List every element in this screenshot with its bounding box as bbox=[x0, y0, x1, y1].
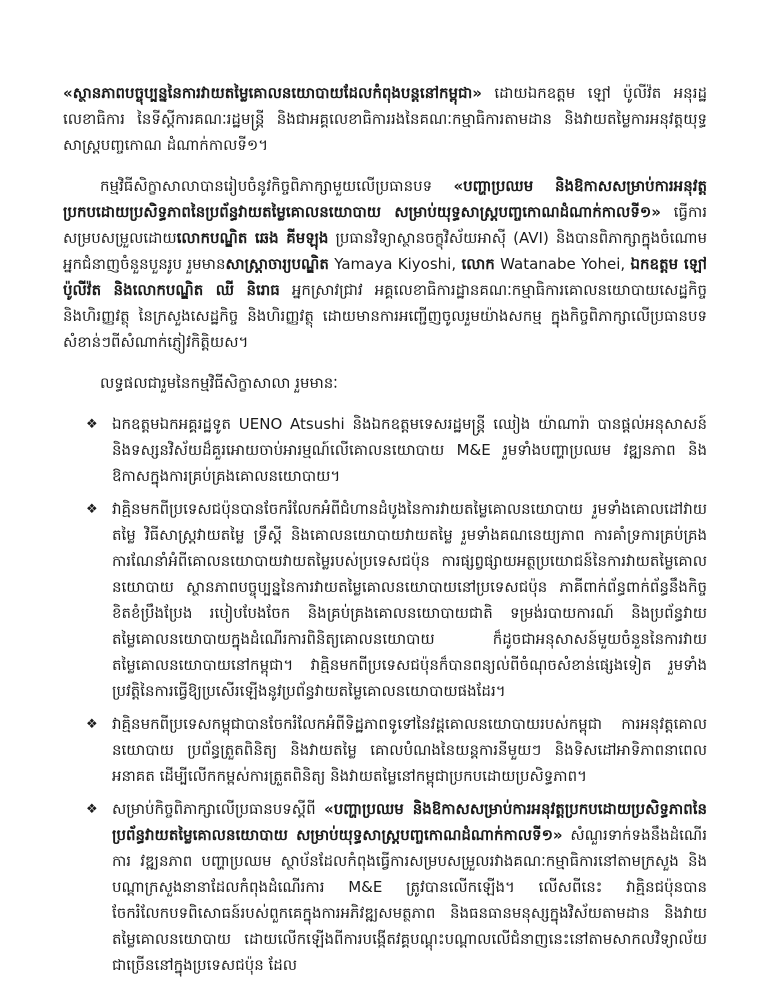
panelist-name-2: Watanabe Yohei, bbox=[494, 255, 631, 273]
list-item-4-text-b: សំណួរទាក់ទងនឹងដំណើរការ វឌ្ឍនភាព បញ្ហាប្រឈម ស្ថាប័នដែលកំពុងធ្វើការសម្របសម្រួលរវាងគណៈកម្មាធិការនៅតាមក្រសួង និងបណ្តាក្រសួងនានាដែលកំពុងដំណើរការ M&E ត្រូវបានលើកឡើង។ លើសពីនេះ វាគ្មិនជប៉ុនបានចែករំលែកបទពិសោធន៍របស់ពួកគេក្នុងការអភិវឌ្ឍសមត្ថភាព និងធនធានមនុស្សក្នុងវិស័យតាមដាន និងវាយតម្លៃគោលនយោបាយ ដោយលើកឡើងពីការបង្កើតវគ្គបណ្តុះបណ្តាលលើជំនាញនេះនៅតាមសាកលវិទ្យាល័យជាច្រើននៅក្នុងប្រទេសជប៉ុន ដែល bbox=[112, 826, 707, 974]
diamond-bullet-icon: ❖ bbox=[86, 417, 98, 432]
professor-title: សាស្ត្រាចារ្យបណ្ឌិត bbox=[225, 255, 329, 273]
paragraph-workshop bbox=[63, 173, 707, 355]
diamond-bullet-icon: ❖ bbox=[86, 502, 98, 517]
results-list bbox=[63, 411, 707, 978]
workshop-run-5: ប្រធានវិទ្យាស្ថានចក្ខុវិស័យអាស៊ី (AVI) និងបានពិភាក្សាក្នុងចំណោមអ្នកជំនាញចំនួនបួនរូប រួមមាន bbox=[63, 229, 707, 273]
results-intro: លទ្ធផលជារួមនៃកម្មវិធីសិក្ខាសាលា រួមមានៈ bbox=[100, 374, 338, 392]
moderator-name: លោកបណ្ឌិត ឆេង គីមឡុង bbox=[176, 229, 329, 247]
mister-title: លោក bbox=[461, 255, 495, 273]
paragraph-opening bbox=[63, 80, 707, 158]
list-item-4 bbox=[86, 796, 707, 978]
list-item-3-text: វាគ្មិនមកពីប្រទេសកម្ពុជាបានចែករំលែកអំពីទិដ្ឋភាពទូទៅនៃវដ្តគោលនយោបាយរបស់កម្ពុជា ការអនុវត្តគោលនយោបាយ ប្រព័ន្ធត្រួតពិនិត្យ និងវាយតម្លៃ គោលបំណងនៃយន្តការនីមួយៗ និងទិសដៅអាទិភាពនាពេលអនាគត ដើម្បីលើកកម្ពស់ការត្រួតពិនិត្យ និងវាយតម្លៃនៅកម្ពុជាប្រកបដោយប្រសិទ្ធភាព។ bbox=[112, 715, 707, 785]
list-item-3 bbox=[86, 711, 707, 789]
panelist-names-3-4: ឯកឧត្តម ឡៅ ប៉ូលីវ៉ត និងលោកបណ្ឌិត ឈី និរោធ bbox=[63, 255, 707, 299]
document-content bbox=[63, 80, 707, 985]
workshop-run-11: អ្នកស្រាវជ្រាវ អគ្គលេខាធិការដ្ឋានគណៈកម្មាធិការគោលនយោបាយសេដ្ឋកិច្ច និងហិរញ្ញវត្ថុ នៃក្រសួងសេដ្ឋកិច្ច និងហិរញ្ញវត្ថុ ដោយមានការអញ្ជើញចូលរួមយ៉ាងសកម្ម ក្នុងកិច្ចពិភាក្សាលើប្រធានបទសំខាន់ៗពីសំណាក់ភ្ញៀវកិត្តិយស។ bbox=[63, 281, 707, 351]
diamond-bullet-icon: ❖ bbox=[86, 802, 98, 817]
list-item-4-text-a: សម្រាប់កិច្ចពិភាក្សាលើប្រធានបទស្តីពី bbox=[112, 800, 325, 818]
list-item-2-text: វាគ្មិនមកពីប្រទេសជប៉ុនបានចែករំលែកអំពីជំហានដំបូងនៃការវាយតម្លៃគោលនយោបាយ រួមទាំងគោលដៅវាយតម្លៃ វិធីសាស្ត្រវាយតម្លៃ ទ្រឹស្តី និងគោលនយោបាយវាយតម្លៃ រួមទាំងគណនេយ្យភាព ការគាំទ្រការគ្រប់គ្រង ការណែនាំអំពីគោលនយោបាយវាយតម្លៃរបស់ប្រទេសជប៉ុន ការផ្សព្វផ្សាយអត្ថប្រយោជន៍នៃការវាយតម្លៃគោលនយោបាយ ស្ថានភាពបច្ចុប្បន្ននៃការវាយតម្លៃគោលនយោបាយនៅប្រទេសជប៉ុន ភាគីពាក់ព័ន្ធពាក់ព័ន្ធនឹងកិច្ចខិតខំប្រឹងប្រែង របៀបបែងចែក និងគ្រប់គ្រងគោលនយោបាយជាតិ ទម្រង់របាយការណ៍ និងប្រព័ន្ធវាយតម្លៃគោលនយោបាយក្នុងដំណើរការពិនិត្យគោលនយោបាយ ក៏ដូចជាអនុសាសន៍មួយចំនួននៃការវាយតម្លៃគោលនយោបាយនៅកម្ពុជា។ វាគ្មិនមកពីប្រទេសជប៉ុនក៏បានពន្យល់ពីចំណុចសំខាន់ផ្សេងទៀត រួមទាំងប្រវត្តិនៃការធ្វើឱ្យប្រសើរឡើងនូវប្រព័ន្ធវាយតម្លៃគោលនយោបាយផងដែរ។ bbox=[112, 500, 707, 700]
list-item-1-text: ឯកឧត្តមឯកអគ្គរដ្ឋទូត UENO Atsushi និងឯកឧត្តមទេសរដ្ឋមន្ត្រី ឈៀង យ៉ាណារ៉ា បានផ្តល់អនុសាសន៍ និងទស្សនវិស័យដ៏គួរអោយចាប់អារម្មណ៍លើគោលនយោបាយ M&E រួមទាំងបញ្ហាប្រឈម វឌ្ឍនភាព និងឱកាសក្នុងការគ្រប់គ្រងគោលនយោបាយ។ bbox=[112, 415, 707, 485]
workshop-run-1: កម្មវិធីសិក្ខាសាលាបានរៀបចំនូវកិច្ចពិភាក្សាមួយលើប្រធានបទ bbox=[100, 177, 454, 195]
workshop-topic-title: «បញ្ហាប្រឈម និងឱកាសសម្រាប់ការអនុវត្តប្រកបដោយប្រសិទ្ធភាពនៃប្រព័ន្ធវាយតម្លៃគោលនយោបាយ សម្រាប់យុទ្ធសាស្ត្របញ្ចកោណដំណាក់កាលទី១» bbox=[63, 177, 708, 221]
panelist-name-1: Yamaya Kiyoshi, bbox=[328, 255, 462, 273]
list-item-4-topic-title: «បញ្ហាប្រឈម និងឱកាសសម្រាប់ការអនុវត្តប្រកបដោយប្រសិទ្ធភាពនៃប្រព័ន្ធវាយតម្លៃគោលនយោបាយ សម្រាប់យុទ្ធសាស្ត្របញ្ចកោណដំណាក់កាលទី១» bbox=[112, 800, 707, 844]
opening-rest: ដោយឯកឧត្តម ឡៅ ប៉ូលីវ៉ត អនុរដ្ឋលេខាធិការ នៃទីស្តីការគណៈរដ្ឋមន្ត្រី និងជាអគ្គលេខាធិការរងនៃគណៈកម្មាធិការតាមដាន និងវាយតម្លៃការអនុវត្តយុទ្ធសាស្ត្របញ្ចកោណ ដំណាក់កាលទី១។ bbox=[63, 84, 707, 154]
opening-title: «ស្ថានភាពបច្ចុប្បន្ននៃការវាយតម្លៃគោលនយោបាយដែលកំពុងបន្តនៅកម្ពុជា» bbox=[63, 84, 482, 102]
diamond-bullet-icon: ❖ bbox=[86, 717, 98, 732]
list-item-2 bbox=[86, 496, 707, 704]
workshop-run-3: ធ្វើការសម្របសម្រួលដោយ bbox=[63, 203, 707, 247]
list-item-1 bbox=[86, 411, 707, 489]
